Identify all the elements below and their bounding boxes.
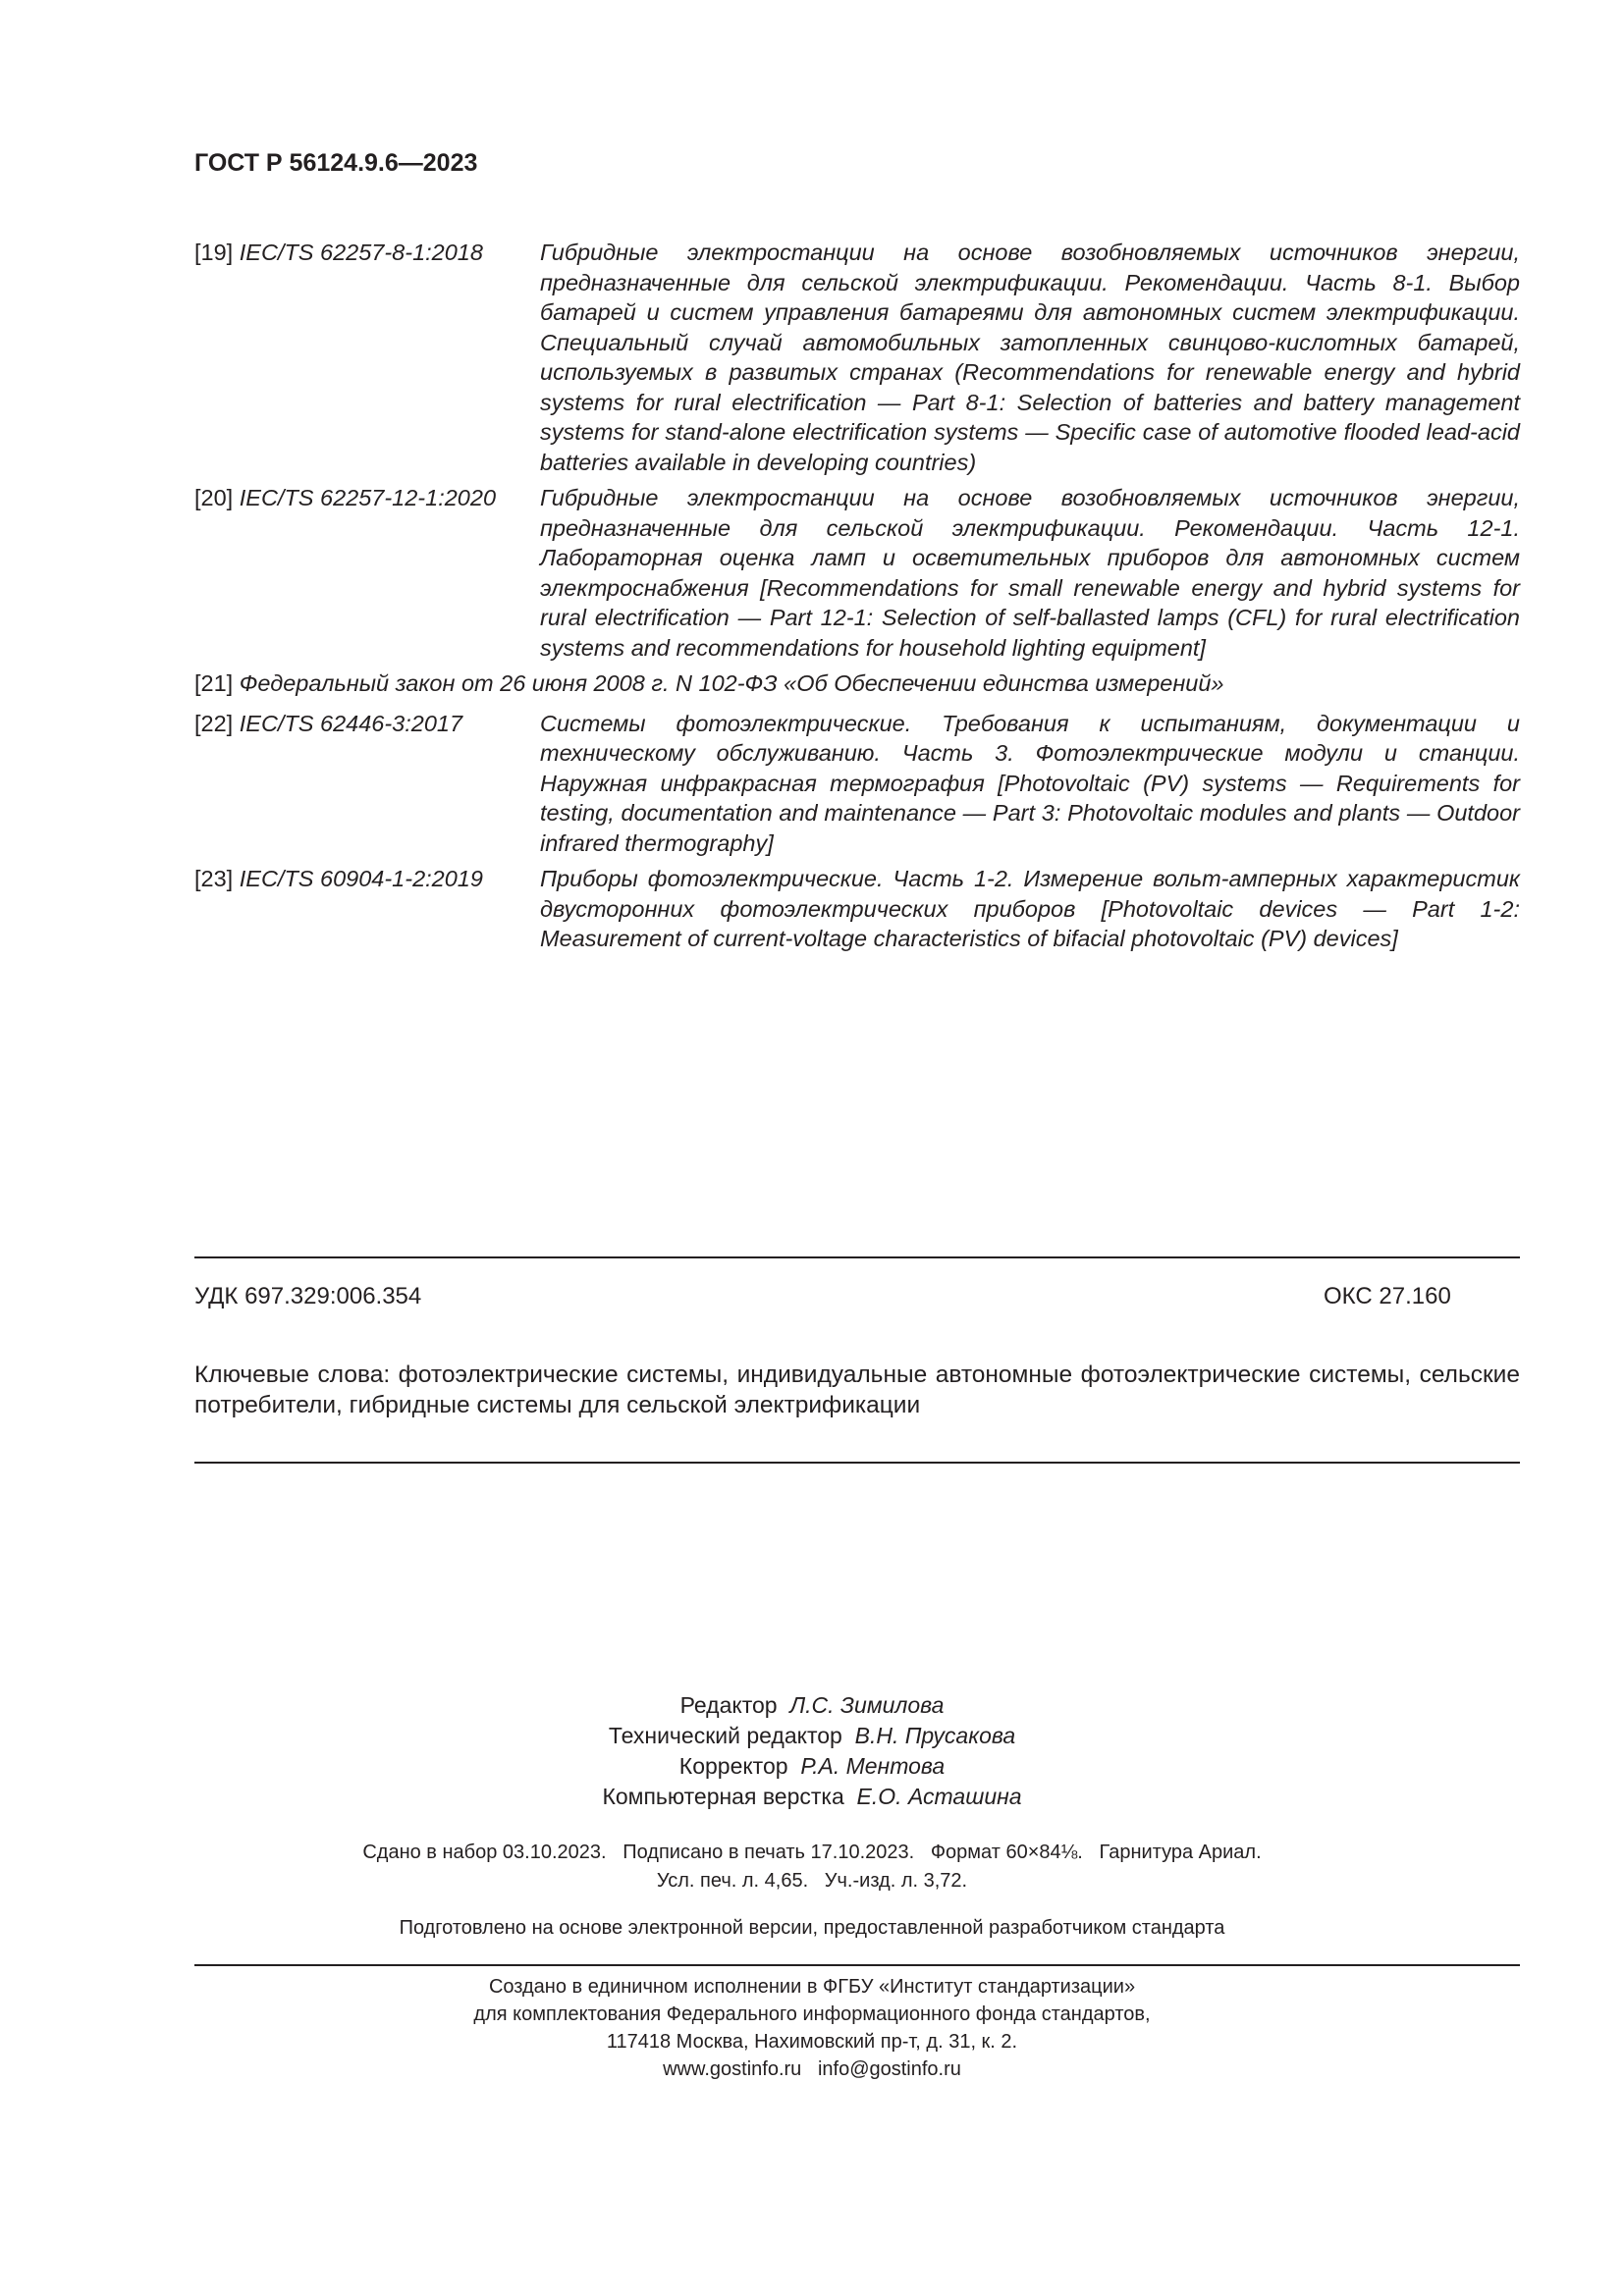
credit-line	[0, 1751, 1624, 1782]
divider	[194, 1256, 1520, 1258]
credits-block	[0, 1690, 1624, 1812]
bibliography-reference	[194, 864, 540, 954]
imprint-line: Усл. печ. л. 4,65. Уч.-изд. л. 3,72.	[656, 1870, 968, 1892]
credit-name: Р.А. Ментова	[800, 1753, 946, 1779]
reference-number: [22]	[194, 710, 234, 736]
reference-title: Гибридные электростанции на основе возобновляемых источников энергии, предназначенные для сельской электрификации. Рекомендации. Часть 12-1. Лабораторная оценка ламп и осветительных приборов для автономных систем электроснабжения [Recommendations for small renewable energy and hybrid systems for rural electrification — Part 12-1: Selection of self-ballasted lamps (CFL) for rural electrification systems and recommendations for household lighting equipment]	[540, 485, 1520, 661]
reference-title: Системы фотоэлектрические. Требования к испытаниям, документации и техническому обслуживанию. Часть 3. Фотоэлектрические модули и станции. Наружная инфракрасная термография [Photovoltaic (PV) systems — Requirements for testing, documentation and maintenance — Part 3: Photovoltaic modules and plants — Outdoor infrared thermography]	[540, 710, 1520, 856]
bibliography	[194, 238, 1520, 960]
credit-line	[0, 1690, 1624, 1721]
credit-line	[0, 1721, 1624, 1751]
reference-code: IEC/TS 62257-12-1:2020	[239, 485, 497, 510]
publisher-line: 117418 Москва, Нахимовский пр-т, д. 31, к. 2.	[606, 2031, 1018, 2053]
publisher-info	[0, 1973, 1624, 2083]
bibliography-entry	[194, 709, 1520, 859]
credit-role: Технический редактор	[608, 1723, 842, 1748]
bibliography-reference	[194, 668, 1224, 699]
reference-number: [21]	[194, 670, 234, 696]
reference-code: IEC/TS 60904-1-2:2019	[239, 866, 483, 891]
prepared-note: Подготовлено на основе электронной версии, предоставленной разработчиком стандарта	[399, 1917, 1225, 1939]
reference-code: IEC/TS 62257-8-1:2018	[239, 240, 483, 265]
credit-name: В.Н. Прусакова	[854, 1723, 1016, 1748]
bibliography-entry	[194, 668, 1520, 699]
publisher-contacts: www.gostinfo.ru info@gostinfo.ru	[663, 2058, 961, 2080]
bibliography-reference	[194, 238, 540, 477]
udk-code: УДК 697.329:006.354	[194, 1283, 422, 1309]
keywords: Ключевые слова: фотоэлектрические системы, индивидуальные автономные фотоэлектрические системы, сельские потребители, гибридные системы для сельской электрификации	[194, 1362, 1520, 1418]
reference-title: Федеральный закон от 26 июня 2008 г. N 102-ФЗ «Об Обеспечении единства измерений»	[239, 670, 1224, 696]
bibliography-entry	[194, 483, 1520, 663]
document-code: ГОСТ Р 56124.9.6—2023	[194, 149, 478, 177]
bibliography-entry	[194, 864, 1520, 954]
reference-code: IEC/TS 62446-3:2017	[239, 710, 463, 736]
reference-number: [19]	[194, 240, 234, 265]
publisher-line: для комплектования Федерального информационного фонда стандартов,	[473, 2003, 1151, 2025]
divider	[194, 1462, 1520, 1464]
reference-title: Приборы фотоэлектрические. Часть 1-2. Измерение вольт-амперных характеристик двусторонних фотоэлектрических приборов [Photovoltaic devices — Part 1-2: Measurement of current-voltage characteristics of bifacial photovoltaic (PV) devices]	[540, 866, 1520, 951]
imprint	[0, 1839, 1624, 1896]
bibliography-reference	[194, 483, 540, 663]
bibliography-reference	[194, 709, 540, 859]
credit-name: Л.С. Зимилова	[789, 1692, 945, 1718]
reference-title: Гибридные электростанции на основе возобновляемых источников энергии, предназначенные для сельской электрификации. Рекомендации. Часть 8-1. Выбор батарей и систем управления батареями для автономных систем электрификации. Специальный случай автомобильных затопленных свинцово-кислотных батарей, используемых в развитых странах (Recommendations for renewable energy and hybrid systems for rural electrification — Part 8-1: Selection of batteries and battery management systems for stand-alone electrification systems — Specific case of automotive flooded lead-acid batteries available in developing countries)	[540, 240, 1520, 475]
reference-number: [20]	[194, 485, 234, 510]
reference-number: [23]	[194, 866, 234, 891]
credit-role: Компьютерная верстка	[602, 1784, 844, 1809]
publisher-line: Создано в единичном исполнении в ФГБУ «Институт стандартизации»	[488, 1976, 1136, 1998]
bibliography-entry	[194, 238, 1520, 477]
imprint-line: Сдано в набор 03.10.2023. Подписано в печать 17.10.2023. Формат 60×84⅛. Гарнитура Ариал.	[362, 1842, 1262, 1863]
divider	[194, 1964, 1520, 1966]
credit-role: Редактор	[679, 1692, 778, 1718]
credit-role: Корректор	[678, 1753, 788, 1779]
oks-code: ОКС 27.160	[1324, 1283, 1451, 1309]
credit-line	[0, 1782, 1624, 1812]
credit-name: Е.О. Асташина	[856, 1784, 1022, 1809]
